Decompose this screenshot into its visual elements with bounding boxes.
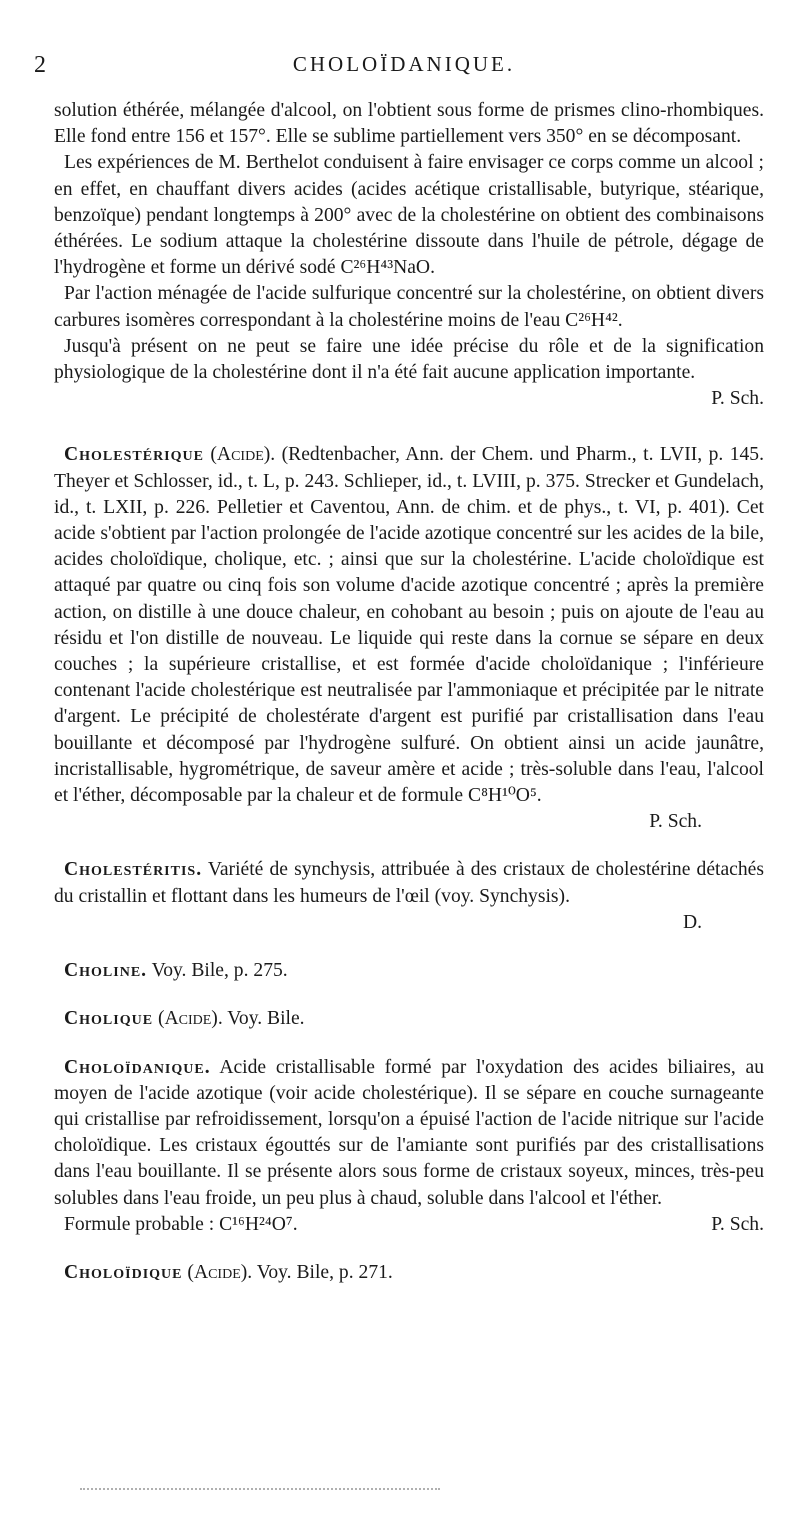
entry-text: Variété de synchysis, attribuée à des cristaux de cholestérine détachés du cristallin et flottant dans les humeurs de l'œil (voy. Synchysis). bbox=[54, 859, 764, 907]
entry-category: (Acide). bbox=[210, 444, 276, 466]
entry-category: (Acide). bbox=[157, 1008, 223, 1030]
physiology-text: Jusqu'à présent on ne peut se faire une idée précise du rôle et de la signification physiologique de la cholestérine dont il n'a été fait aucune application importante. bbox=[54, 335, 764, 384]
physiology-paragraph bbox=[54, 334, 764, 413]
entry-text: Voy. Bile, p. 275. bbox=[151, 960, 288, 982]
entry-cholesterique bbox=[54, 442, 764, 809]
formula-text: Formule probable : C¹⁶H²⁴O⁷. bbox=[64, 1213, 298, 1235]
running-head: CHOLOÏDANIQUE. bbox=[292, 52, 516, 76]
entry-cholesteritis bbox=[54, 857, 764, 909]
entry-cholique bbox=[54, 1006, 764, 1032]
entry-headword: Choline. bbox=[64, 960, 148, 982]
sulfuric-paragraph: Par l'action ménagée de l'acide sulfurique concentré sur la cholestérine, on obtient divers carbures isomères correspondant à la cholestérine moins de l'eau C²⁶H⁴². bbox=[54, 283, 764, 331]
page-body bbox=[54, 98, 764, 1286]
berthelot-paragraph: Les expériences de M. Berthelot conduisent à faire envisager ce corps comme un alcool ; en effet, en chauffant divers acides (acides acétique cristallisable, butyrique, stéarique, benzoïque) pendant longtemps à 200° avec de la cholestérine on obtient des combinaisons éthérées. Le sodium attaque la cholestérine dissoute dans l'huile de pétrole, dégage de l'hydrogène et forme un dérivé sodé C²⁶H⁴³NaO. bbox=[54, 152, 764, 279]
entry-text: (Redtenbacher, Ann. der Chem. und Pharm., t. LVII, p. 145. Theyer et Schlosser, id., t. L, p. 243. Schlieper, id., t. LVIII, p. 375. Strecker et Gundelach, id., t. LXII, p. 226. Pelletier et Caventou, Ann. de chim. et de phys., t. VI, p. 401). Cet acide s'obtient par l'action prolongée de l'acide azotique concentré sur les acides de la bile, acides choloïdique, cholique, etc. ; ainsi que sur la cholestérine. L'acide choloïdique est attaqué par quatre ou cinq fois son volume d'acide azotique concentré ; après la première action, on distille à une douce chaleur, en cohobant au besoin ; puis on ajoute de l'eau au résidu et l'on distille de nouveau. Le liquide qui reste dans la cornue se sépare en deux couches ; la supérieure cristallise, et est formée d'acide choloïdanique ; l'inférieure contenant l'acide cholestérique est neutralisée par l'ammoniaque et précipitée par le nitrate d'argent. Le précipité de cholestérate d'argent est purifié par cristallisation dans l'eau bouillante et décomposé par l'hydrogène sulfuré. On obtient ainsi un acide jaunâtre, incristallisable, hygrométrique, de saveur amère et acide ; très-soluble dans l'eau, l'alcool et l'éther, décomposable par la chaleur et de formule C⁸H¹⁰O⁵. bbox=[54, 444, 765, 807]
author-signature: D. bbox=[682, 911, 702, 933]
entry-headword: Choloïdique bbox=[64, 1261, 183, 1283]
page-number: 2 bbox=[34, 52, 46, 78]
entry-text: Voy. Bile. bbox=[227, 1008, 305, 1030]
entry-text: Acide cristallisable formé par l'oxydation des acides biliaires, au moyen de l'acide azotique (voir acide cholestérique). Il se sépare en couche surnageante qui cristallise par refroidissement, lorsqu'on a épuisé l'action de l'acide nitrique sur l'acide choloïdique. Les cristaux égouttés sur de l'amiante sont purifiés par des cristallisations dans l'eau bouillante. Il se présente alors sous forme de cristaux soyeux, minces, très-peu solubles dans l'eau froide, un peu plus à chaud, soluble dans l'alcool et l'éther. bbox=[54, 1056, 764, 1209]
entry-headword: Choloïdanique. bbox=[64, 1056, 211, 1078]
formula-line bbox=[54, 1212, 764, 1238]
entry-choloidanique bbox=[54, 1055, 764, 1212]
bottom-rule bbox=[80, 1488, 440, 1490]
entry-headword: Cholestéritis. bbox=[64, 859, 203, 881]
entry-headword: Cholestérique bbox=[64, 444, 204, 466]
author-signature: P. Sch. bbox=[711, 1213, 764, 1235]
entry-headword: Cholique bbox=[64, 1008, 154, 1030]
entry-choloidique bbox=[54, 1260, 764, 1286]
entry-text: Voy. Bile, p. 271. bbox=[256, 1261, 393, 1283]
entry-choline bbox=[54, 958, 764, 984]
entry-category: (Acide). bbox=[187, 1261, 253, 1283]
page-header bbox=[34, 52, 774, 92]
author-signature: P. Sch. bbox=[711, 388, 764, 410]
author-signature: P. Sch. bbox=[649, 811, 702, 833]
continued-paragraph: solution éthérée, mélangée d'alcool, on l'obtient sous forme de prismes clino-rhombiques. Elle fond entre 156 et 157°. Elle se sublime partiellement vers 350° en se décomposant. bbox=[54, 100, 764, 148]
